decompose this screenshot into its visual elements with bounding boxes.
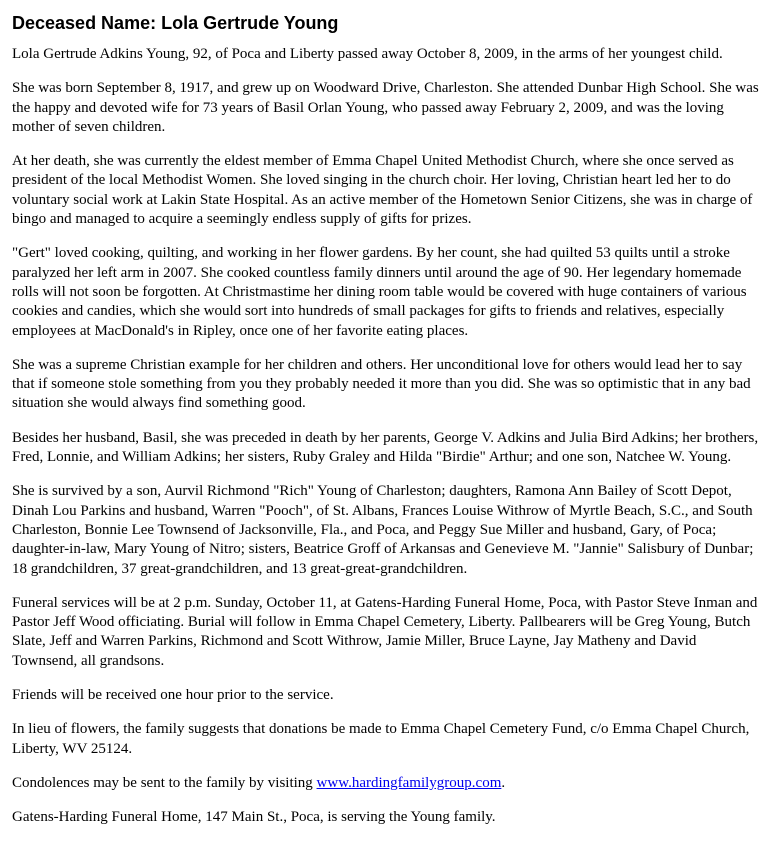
condolences-suffix: . [501, 774, 506, 791]
paragraph-character: She was a supreme Christian example for her children and others. Her unconditional love for others would lead her to say that if someone stole something from you they probably needed it more than you did. She was so optimistic that in any bad situation she would always find something good. [12, 356, 751, 412]
condolences-link[interactable]: www.hardingfamilygroup.com [316, 774, 502, 791]
paragraph-early-life: She was born September 8, 1917, and grew up on Woodward Drive, Charleston. She attended Dunbar High School. She was the happy and devoted wife for 73 years of Basil Orlan Young, who passed away February 2, 2009, and was the loving mother of seven children. [12, 80, 759, 135]
paragraph-funeral: Funeral services will be at 2 p.m. Sunday, October 11, at Gatens-Harding Funeral Home, Poca, with Pastor Steve Inman and Pastor Jeff Wood officiating. Burial will follow in Emma Chapel Cemetery, Liberty. Pallbearers will be Greg Young, Butch Slate, Jeff and Warren Parkins, Richmond and Scott Withrow, Jamie Miller, Bruce Layne, Jay Matheny and David Townsend, all grandsons. [12, 594, 758, 669]
paragraph-visitation: Friends will be received one hour prior to the service. [12, 687, 334, 704]
paragraph-church: At her death, she was currently the eldest member of Emma Chapel United Methodist Church, where she once served as president of the local Methodist Women. She loved singing in the church choir. Her loving, Christian heart led her to do voluntary social work at Lakin State Hospital. As an active member of the Hometown Senior Citizens, she was in charge of bingo and managed to acquire a seemingly endless supply of gifts for prizes. [12, 153, 753, 228]
paragraph-preceded: Besides her husband, Basil, she was preceded in death by her parents, George V. Adkins and Julia Bird Adkins; her brothers, Fred, Lonnie, and William Adkins; her sisters, Ruby Graley and Hilda "Birdie" Arthur; and one son, Natchee W. Young. [12, 429, 759, 466]
page-title: Deceased Name: Lola Gertrude Young [12, 13, 339, 33]
paragraph-hobbies: "Gert" loved cooking, quilting, and working in her flower gardens. By her count, she had quilted 53 quilts until a stroke paralyzed her left arm in 2007. She cooked countless family dinners until around the age of 90. Her legendary homemade rolls will not soon be forgotten. At Christmastime her dining room table would be covered with huge containers of various cookies and candies, which she would sort into hundreds of small packages for gifts to friends and relatives, especially employees at MacDonald's in Ripley, once one of her favorite eating places. [12, 245, 747, 339]
paragraph-closing: Gatens-Harding Funeral Home, 147 Main St., Poca, is serving the Young family. [12, 809, 496, 826]
paragraph-survived: She is survived by a son, Aurvil Richmond "Rich" Young of Charleston; daughters, Ramona Ann Bailey of Scott Depot, Dinah Lou Parkins and husband, Warren "Pooch", of St. Albans, Frances Louise Withrow of Myrtle Beach, S.C., and South Charleston, Bonnie Lee Townsend of Jacksonville, Fla., and Poca, and Peggy Sue Miller and husband, Gary, of Poca; daughter-in-law, Mary Young of Nitro; sisters, Beatrice Groff of Arkansas and Genevieve M. "Jannie" Salisbury of Dunbar; 18 grandchildren, 37 great-grandchildren, and 13 great-great-grandchildren. [12, 483, 754, 577]
condolences-prefix: Condolences may be sent to the family by visiting [12, 774, 317, 791]
paragraph-donations: In lieu of flowers, the family suggests that donations be made to Emma Chapel Cemetery Fund, c/o Emma Chapel Church, Liberty, WV 25124. [12, 721, 750, 757]
paragraph-condolences [12, 774, 763, 793]
paragraph-intro: Lola Gertrude Adkins Young, 92, of Poca and Liberty passed away October 8, 2009, in the arms of her youngest child. [12, 46, 723, 62]
